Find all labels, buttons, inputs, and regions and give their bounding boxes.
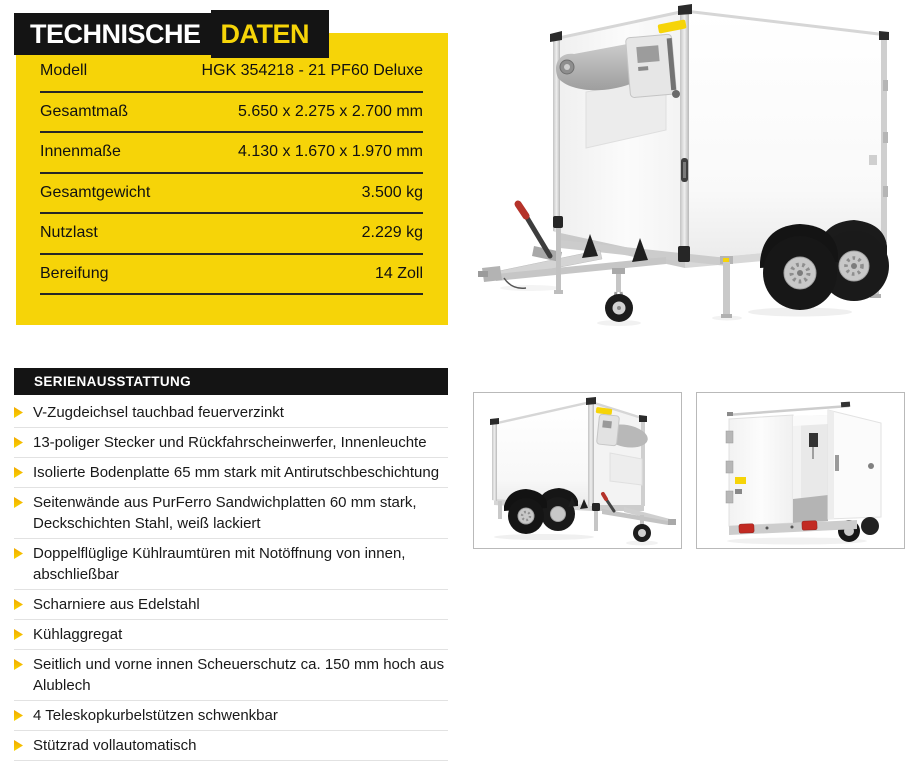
interior-control-box bbox=[809, 433, 818, 447]
warning-sticker bbox=[735, 477, 746, 484]
list-item bbox=[14, 488, 448, 539]
spec-label: Modell bbox=[40, 62, 88, 80]
tech-data-header-black-bar bbox=[14, 13, 211, 55]
list-item bbox=[14, 731, 448, 761]
spec-value: HGK 354218 - 21 PF60 Deluxe bbox=[201, 62, 423, 80]
jockey-wheel bbox=[633, 524, 651, 542]
list-item bbox=[14, 428, 448, 458]
spec-label: Gesamtmaß bbox=[40, 102, 129, 120]
spec-label: Bereifung bbox=[40, 264, 109, 282]
list-item bbox=[14, 620, 448, 650]
feature-text: Stützrad vollautomatisch bbox=[33, 737, 197, 754]
triangle-bullet-icon bbox=[14, 599, 23, 610]
triangle-bullet-icon bbox=[14, 467, 23, 478]
table-row bbox=[40, 93, 423, 134]
spec-value: 4.130 x 1.670 x 1.970 mm bbox=[238, 143, 423, 161]
interior-floor bbox=[793, 495, 828, 523]
trailer-front-three-quarter-illustration bbox=[470, 0, 919, 358]
spec-value: 3.500 kg bbox=[361, 183, 423, 201]
tech-data-header bbox=[14, 10, 329, 58]
feature-text: V-Zugdeichsel tauchbad feuerverzinkt bbox=[33, 404, 284, 421]
thumbnail-side-view bbox=[473, 392, 682, 549]
feature-text: Seitenwände aus PurFerro Sandwichplatten 60 mm stark, Deckschichten Stahl, weiß lackiert bbox=[33, 494, 417, 532]
feature-text: Doppelflüglige Kühlraumtüren mit Notöffnung von innen, abschließbar bbox=[33, 545, 406, 583]
list-item bbox=[14, 539, 448, 590]
features-section-header bbox=[14, 368, 448, 395]
table-row bbox=[40, 52, 423, 93]
spec-label: Gesamtgewicht bbox=[40, 183, 151, 201]
main-product-photo bbox=[470, 0, 919, 358]
spec-value: 2.229 kg bbox=[361, 224, 423, 242]
features-section-title: SERIENAUSSTATTUNG bbox=[34, 374, 192, 389]
tandem-wheels bbox=[504, 488, 578, 534]
thumbnail-rear-view bbox=[696, 392, 905, 549]
list-item bbox=[14, 398, 448, 428]
list-item bbox=[14, 458, 448, 488]
triangle-bullet-icon bbox=[14, 548, 23, 559]
feature-text: Scharniere aus Edelstahl bbox=[33, 596, 200, 613]
table-row bbox=[40, 174, 423, 215]
triangle-bullet-icon bbox=[14, 407, 23, 418]
feature-text: Kühlaggregat bbox=[33, 626, 123, 643]
wheel bbox=[763, 236, 837, 310]
triangle-bullet-icon bbox=[14, 659, 23, 670]
taillight bbox=[802, 521, 817, 531]
left-door-closed bbox=[726, 415, 793, 526]
control-display bbox=[636, 45, 659, 63]
tech-data-title-yellow: DATEN bbox=[220, 18, 310, 49]
triangle-bullet-icon bbox=[14, 497, 23, 508]
door-hinge bbox=[726, 491, 733, 503]
right-door-open bbox=[828, 410, 881, 519]
spec-value: 5.650 x 2.275 x 2.700 mm bbox=[238, 102, 423, 120]
trailer-rear-view-illustration bbox=[697, 393, 904, 548]
doorway-interior bbox=[793, 415, 828, 523]
tech-data-header-black-bar-accent bbox=[211, 10, 330, 58]
spec-label: Nutzlast bbox=[40, 224, 98, 242]
feature-text: Seitlich und vorne innen Scheuerschutz ca. 150 mm hoch aus Alublech bbox=[33, 656, 445, 694]
door-handle-rod bbox=[835, 455, 839, 471]
triangle-bullet-icon bbox=[14, 629, 23, 640]
table-row bbox=[40, 255, 423, 296]
triangle-bullet-icon bbox=[14, 710, 23, 721]
handbrake-grip bbox=[518, 204, 526, 216]
tech-data-title-white: TECHNISCHE bbox=[30, 18, 201, 49]
spec-value: 14 Zoll bbox=[374, 264, 423, 282]
triangle-bullet-icon bbox=[14, 740, 23, 751]
door-hinge bbox=[726, 461, 733, 473]
list-item bbox=[14, 590, 448, 620]
tandem-wheels bbox=[760, 220, 889, 310]
door-hinge bbox=[726, 431, 733, 443]
door-lock bbox=[868, 463, 874, 469]
table-row bbox=[40, 133, 423, 174]
table-row bbox=[40, 214, 423, 255]
features-list bbox=[14, 398, 448, 761]
feature-text: 13-poliger Stecker und Rückfahrscheinwerfer, Innenleuchte bbox=[33, 434, 427, 451]
trailer-side-view-illustration bbox=[474, 393, 681, 548]
spec-label: Innenmaße bbox=[40, 143, 121, 161]
spec-table-panel bbox=[16, 33, 448, 325]
jockey-wheel bbox=[605, 294, 633, 322]
feature-text: Isolierte Bodenplatte 65 mm stark mit Antirutschbeschichtung bbox=[33, 464, 440, 481]
side-marker-sticker bbox=[869, 155, 877, 165]
taillight bbox=[739, 524, 754, 534]
feature-text: 4 Teleskopkurbelstützen schwenkbar bbox=[33, 707, 278, 724]
list-item bbox=[14, 701, 448, 731]
list-item bbox=[14, 650, 448, 701]
triangle-bullet-icon bbox=[14, 437, 23, 448]
